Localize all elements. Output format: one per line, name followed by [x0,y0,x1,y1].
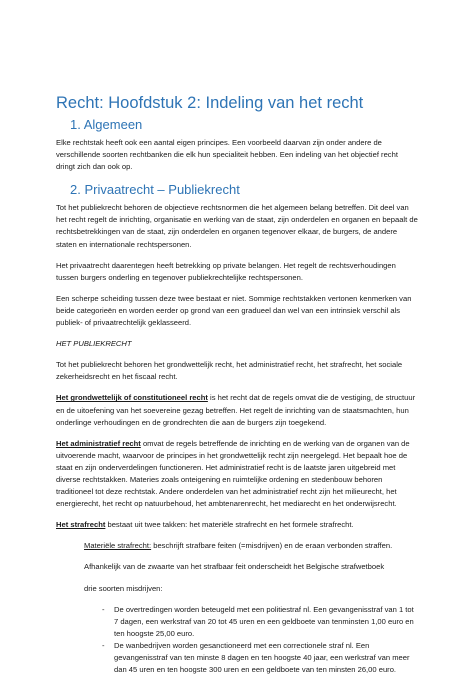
document-title: Recht: Hoofdstuk 2: Indeling van het recht [56,94,364,112]
paragraph-strafrecht [56,519,418,531]
paragraph-algemeen: Elke rechtstak heeft ook een aantal eigen principes. Een voorbeeld daarvan zijn onder andere de verschillende soorten rechtbanken die elk hun specialiteit hebben. Een indeling van het objectief recht dringt zich dan ook op. [56,138,398,172]
text-grondwettelijk-recht: is het recht dat de regels omvat die de vestiging, de structuur en de uitoefening van het soevereine gezag betreffen. Het regelt de inrichting van de staatsmachten, hun onderlinge verhoudingen en de grondrechten die aan de burgers zijn toegekend. [56,393,416,427]
list-item-text: De overtredingen worden beteugeld met een politiestraf nl. Een gevangenisstraf van 1 tot 7 dagen, een werkstraf van 20 tot 45 uren en een geldboete van tenminsten 1,00 euro en ten hoogste 25,00 euro. [114,604,414,638]
misdrijven-list [56,604,418,676]
list-item-text: De wanbedrijven worden gesanctioneerd met een correctionele straf nl. Een gevangenisstraf van ten minste 8 dagen en ten hoogste 40 jaar, een werkstraf van meer dan 45 uren en ten hoogste 300 uren en een geldboete van ten minsten 26,00 euro. [114,640,410,675]
term-grondwettelijk-recht: Het grondwettelijk of constitutioneel recht [56,393,208,403]
paragraph-publiekrecht-onderdelen: Tot het publiekrecht behoren het grondwettelijk recht, het administratief recht, het strafrecht, het sociale zekerheidsrecht en het fiscaal recht. [56,360,403,382]
paragraph-publiekrecht-definition: Tot het publiekrecht behoren de objectieve rechtsnormen die het algemeen belang betreffen. Dit deel van het recht regelt de inrichting, organisatie en werking van de staat, zijn onderdelen en organen en bepaalt de rechtsbetrekkingen van de staat, zijn onderdelen en organen tegenover elkaar, de burgers, de andere staten en internationale rechtspersonen. [56,203,418,249]
paragraph-privaatrecht-definition: Het privaatrecht daarentegen heeft betrekking op private belangen. Het regelt de rechtsverhoudingen tussen burgers onderling en tegenover publiekrechtelijke rechtspersonen. [56,260,396,282]
bullet-marker: - [102,604,105,614]
heading-privaatrecht: 2. Privaatrecht – Publiekrecht [70,182,240,198]
bullet-marker: - [102,640,105,650]
paragraph-grondwettelijk-recht [56,392,418,428]
paragraph-afhankelijk: Afhankelijk van de zwaarte van het strafbaar feit onderscheidt het Belgische strafwetboek [84,562,385,572]
list-item [102,604,418,640]
paragraph-materieel-strafrecht [84,540,418,552]
paragraph-administratief-recht [56,438,418,511]
text-strafrecht: bestaat uit twee takken: het materiële strafrecht en het formele strafrecht. [105,520,354,530]
text-materieel-strafrecht: beschrijft strafbare feiten (=misdrijven) en de eraan verbonden straffen. [151,541,393,551]
term-administratief-recht: Het administratief recht [56,438,141,448]
term-materieel-strafrecht: Materiële strafrecht: [84,541,152,551]
paragraph-drie-soorten: drie soorten misdrijven: [84,583,163,593]
paragraph-scheiding: Een scherpe scheiding tussen deze twee bestaat er niet. Sommige rechtstakken vertonen kenmerken van beide categorieën en worden eerder op grond van een gradueel dan wel van een intrinsiek verschil als publiek- of privaatrechtelijk geklasseerd. [56,293,412,328]
term-strafrecht: Het strafrecht [56,520,106,530]
subheading-publiekrecht: HET PUBLIEKRECHT [56,339,132,349]
heading-algemeen: 1. Algemeen [70,117,143,132]
list-item [102,640,418,676]
text-administratief-recht: omvat de regels betreffende de inrichting en de werking van de organen van de uitvoerende macht, waarvoor de principes in het grondwettelijk recht zijn neergelegd. Het bepaalt hoe de staat en zijn onderverdelingen functioneren. Het administratief recht is de laatste jaren uitgebreid met diverse rechtstakken. Materies zoals onteigening en ruimtelijke ordening en stedenbouw behoren traditioneel tot deze rechtstak. Andere onderdelen van het administratief recht zijn het milieurecht, het energierecht, het recht op natuurbehoud, het ambtenarenrecht, het mediarecht en het onderwijsrecht. [56,438,410,509]
